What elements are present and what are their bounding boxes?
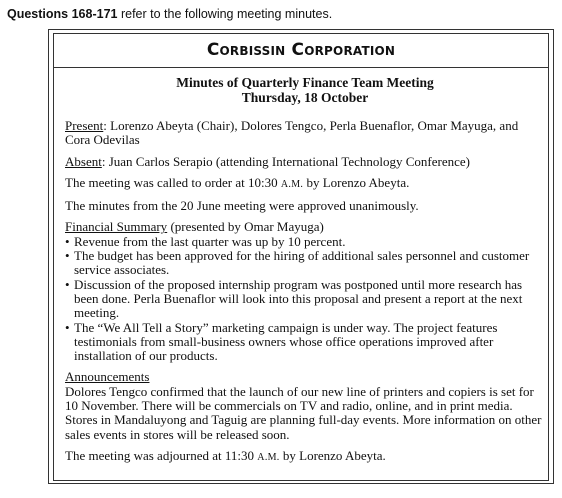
announcements-label: Announcements (65, 369, 150, 385)
financial-presenter: (presented by Omar Mayuga) (167, 219, 324, 235)
questions-text: refer to the following meeting minutes. (120, 7, 333, 21)
financial-bullets (65, 235, 545, 364)
company-title-band (53, 33, 549, 68)
present-text: : Lorenzo Abeyta (Chair), Dolores Tengco, Perla Buenaflor, Omar Mayuga, and Cora Odevilas (65, 118, 519, 148)
meeting-title (65, 75, 545, 105)
absent-paragraph (65, 155, 545, 169)
list-item: • Discussion of the proposed internship program was postponed until more research has been done. Perla Buenaflor will look into this proposal and present a report at the next meeting. (65, 278, 545, 321)
present-label: Present (65, 118, 104, 133)
absent-label: Absent (65, 153, 102, 169)
absent-text: : Juan Carlos Serapio (attending International Technology Conference) (101, 153, 470, 169)
announcements-text: Dolores Tengco confirmed that the launch of our new line of printers and copiers is set for 10 November. There will be commercials on TV and radio, online, and in print media. Stores in Mandaluyong and Taguig are planning full-day events. More information on other sales events in stores will be released soon. (65, 383, 542, 442)
called-text: The meeting was called to order at 10:30 (65, 174, 281, 190)
meeting-title-line1: Minutes of Quarterly Finance Team Meeting (176, 75, 434, 90)
question-instructions (7, 7, 332, 21)
adjourned-ampm: A.M. (257, 451, 280, 463)
list-item: • The budget has been approved for the hiring of additional sales personnel and customer service associates. (65, 249, 545, 278)
called-post: by Lorenzo Abeyta. (303, 174, 410, 190)
list-item: • Revenue from the last quarter was up by 10 percent. (65, 235, 545, 249)
adjourned-post: by Lorenzo Abeyta. (279, 447, 386, 463)
list-item: • The “We All Tell a Story” marketing campaign is under way. The project features testimonials from small-business owners whose office operations improved after installation of our products. (65, 321, 545, 364)
present-paragraph (65, 119, 545, 148)
meeting-date: Thursday, 18 October (241, 90, 369, 105)
financial-label: Financial Summary (65, 219, 168, 235)
called-to-order (65, 176, 545, 192)
minutes-content (65, 75, 545, 465)
adjourned-text: The meeting was adjourned at 11:30 (65, 447, 258, 463)
called-ampm: A.M. (280, 178, 304, 190)
financial-summary-heading (65, 220, 545, 234)
announcements-heading (65, 370, 545, 384)
company-name: Corbissin Corporation (206, 40, 396, 60)
minutes-approved: The minutes from the 20 June meeting were approved unanimously. (65, 198, 419, 214)
adjourned (65, 449, 545, 465)
questions-label: Questions 168-171 (7, 7, 118, 21)
